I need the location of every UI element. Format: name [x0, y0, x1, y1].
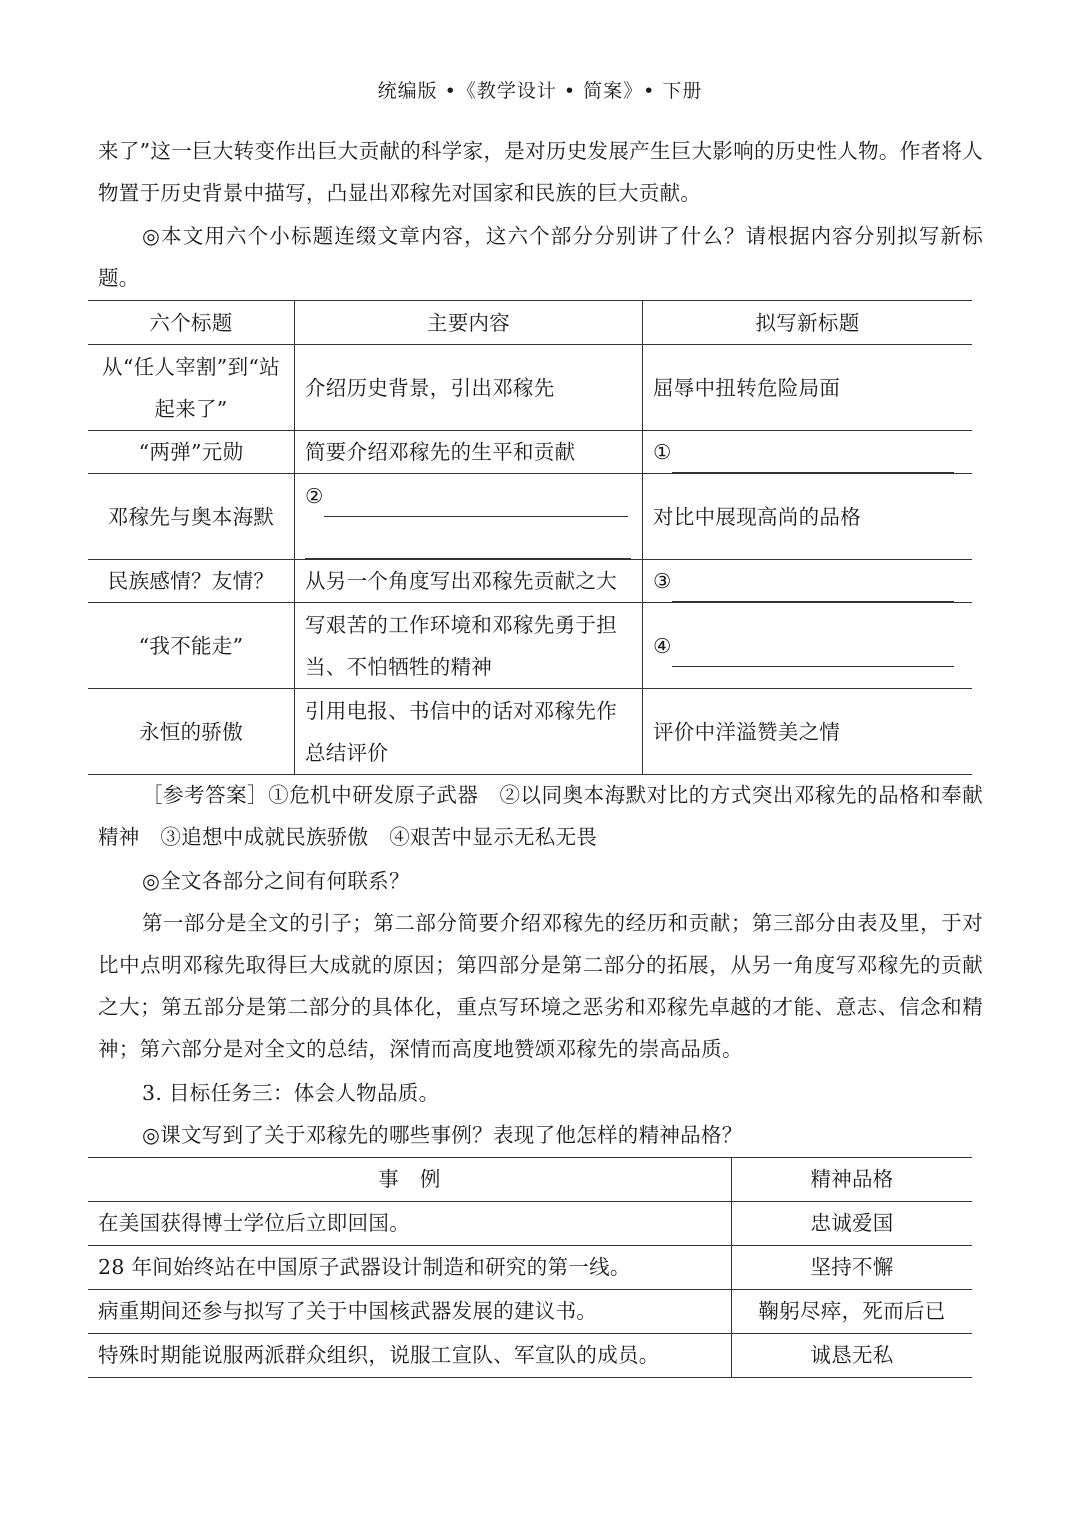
table-six-titles [88, 300, 972, 775]
table-cell: 特殊时期能说服两派群众组织，说服工宣队、军宣队的成员。 [98, 1343, 660, 1367]
paragraph-structure: 第一部分是全文的引子；第二部分简要介绍邓稼先的经历和贡献；第三部分由表及里，于对比中点明邓稼先取得巨大成就的原因；第四部分是第二部分的拓展，从另一角度写邓稼先的贡献之大；第五部分是第二部分的具体化，重点写环境之恶劣和邓稼先卓越的才能、意志、信念和精神；第六部分是对全文的总结，深情而高度地赞颂邓稼先的崇高品质。 [98, 911, 983, 1061]
table-cell: 对比中展现高尚的品格 [643, 474, 973, 560]
table-cell: 诚恳无私 [732, 1334, 973, 1378]
table-header-cell: 精神品格 [732, 1158, 973, 1202]
blank-marker: ② [305, 483, 324, 508]
table-cell: 引用电报、书信中的话对邓稼先作总结评价 [295, 689, 643, 775]
table-row [88, 474, 972, 560]
table-row [88, 1202, 972, 1246]
table-row [88, 603, 972, 689]
task-3-title: 3. 目标任务三：体会人物品质。 [142, 1081, 440, 1105]
table-cell: 永恒的骄傲 [139, 719, 243, 744]
table-cell: 介绍历史背景，引出邓稼先 [295, 345, 643, 431]
question-1: ◎本文用六个小标题连缀文章内容，这六个部分分别讲了什么？请根据内容分别拟写新标题。 [98, 224, 983, 290]
table-cell: 民族感情？友情？ [107, 569, 275, 593]
table-cell: 评价中洋溢赞美之情 [643, 689, 973, 775]
table-row [88, 345, 972, 431]
table-examples [88, 1157, 972, 1378]
answer-blank-line [672, 575, 954, 602]
question-3: ◎课文写到了关于邓稼先的哪些事例？表现了他怎样的精神品格？ [142, 1123, 743, 1147]
table-cell: 从另一个角度写出邓稼先贡献之大 [295, 560, 643, 603]
table-cell [643, 431, 973, 474]
table-cell: 鞠躬尽瘁，死而后已 [732, 1290, 973, 1334]
paragraph-intro: 来了”这一巨大转变作出巨大贡献的科学家，是对历史发展产生巨大影响的历史性人物。作者将人物置于历史背景中描写，凸显出邓稼先对国家和民族的巨大贡献。 [98, 139, 983, 205]
table-row [88, 1334, 972, 1378]
table-cell: 从“任人宰割”到“站起来了” [102, 354, 280, 421]
answer-blank-line [305, 532, 631, 559]
table-cell: “两弹”元勋 [138, 440, 244, 464]
table-cell [295, 474, 643, 560]
reference-answer: ［参考答案］①危机中研发原子武器 ②以同奥本海默对比的方式突出邓稼先的品格和奉献精神 ③追想中成就民族骄傲 ④艰苦中显示无私无畏 [98, 783, 983, 849]
blank-marker: ① [653, 440, 672, 464]
table-row [88, 431, 972, 474]
table-row [88, 560, 972, 603]
table-cell: 邓稼先与奥本海默 [107, 504, 275, 529]
table-cell [643, 560, 973, 603]
table-cell: 坚持不懈 [732, 1246, 973, 1290]
answer-blank-line [324, 490, 628, 517]
table-header-cell: 六个标题 [149, 310, 233, 335]
table-cell: 屈辱中扭转危险局面 [643, 345, 973, 431]
table-header-cell: 事 例 [378, 1167, 441, 1191]
table-header-row [88, 301, 972, 345]
blank-marker: ③ [653, 569, 672, 593]
table-cell: 在美国获得博士学位后立即回国。 [98, 1211, 410, 1235]
answer-blank-line [672, 640, 954, 667]
table-cell: 病重期间还参与拟写了关于中国核武器发展的建议书。 [98, 1299, 598, 1323]
answer-blank-line [672, 446, 954, 473]
table-row [88, 1290, 972, 1334]
table-cell: “我不能走” [138, 633, 244, 658]
question-2: ◎全文各部分之间有何联系？ [142, 869, 410, 893]
table-cell [643, 603, 973, 689]
page-header: 统编版 •《教学设计 • 简案》• 下册 [377, 80, 703, 102]
table-row [88, 1246, 972, 1290]
blank-marker: ④ [653, 633, 672, 658]
table-row [88, 689, 972, 775]
table-header-cell: 拟写新标题 [643, 301, 973, 345]
table-header-row [88, 1158, 972, 1202]
table-header-cell: 主要内容 [295, 301, 643, 345]
table-cell: 写艰苦的工作环境和邓稼先勇于担当、不怕牺牲的精神 [295, 603, 643, 689]
table-cell: 忠诚爱国 [732, 1202, 973, 1246]
table-cell: 28 年间始终站在中国原子武器设计制造和研究的第一线。 [98, 1255, 631, 1279]
table-cell: 简要介绍邓稼先的生平和贡献 [295, 431, 643, 474]
